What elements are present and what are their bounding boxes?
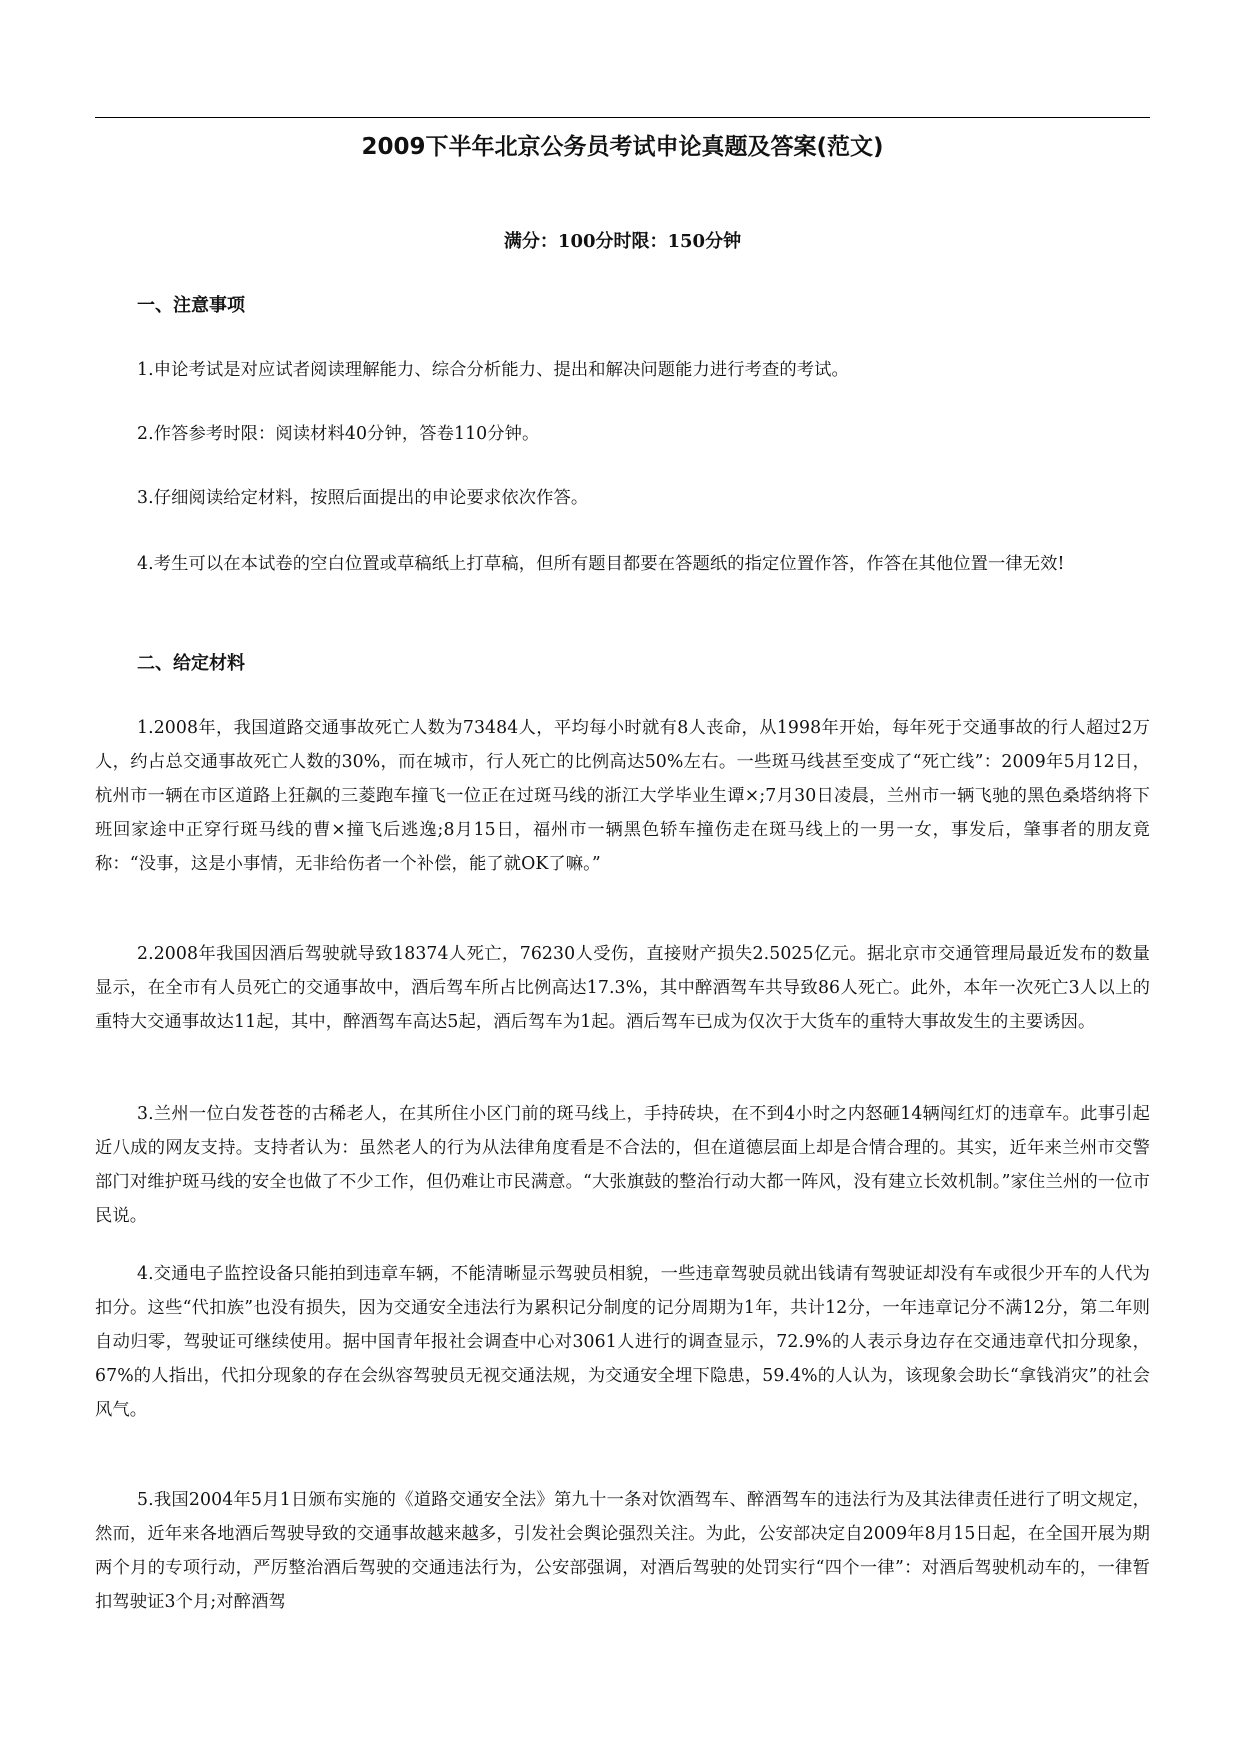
section-heading-notes: 一、注意事项 bbox=[137, 295, 245, 316]
material-paragraph: 1.2008年，我国道路交通事故死亡人数为73484人，平均每小时就有8人丧命，从1998年开始，每年死于交通事故的行人超过2万人，约占总交通事故死亡人数的30%，而在城市，行人死亡的比例高达50%左右。一些斑马线甚至变成了“死亡线”：2009年5月12日，杭州市一辆在市区道路上狂飙的三菱跑车撞飞一位正在过斑马线的浙江大学毕业生谭×;7月30日凌晨，兰州市一辆飞驰的黑色桑塔纳将下班回家途中正穿行斑马线的曹×撞飞后逃逸;8月15日，福州市一辆黑色轿车撞伤走在斑马线上的一男一女，事发后，肇事者的朋友竟称：“没事，这是小事情，无非给伤者一个补偿，能了就OK了嘛。” bbox=[95, 718, 1150, 874]
material-paragraph: 2.2008年我国因酒后驾驶就导致18374人死亡，76230人受伤，直接财产损失2.5025亿元。据北京市交通管理局最近发布的数量显示，在全市有人员死亡的交通事故中，酒后驾车所占比例高达17.3%，其中醉酒驾车共导致86人死亡。此外，本年一次死亡3人以上的重特大交通事故达11起，其中，醉酒驾车高达5起，酒后驾车为1起。酒后驾车已成为仅次于大货车的重特大事故发生的主要诱因。 bbox=[95, 944, 1150, 1032]
notes-paragraph: 3.仔细阅读给定材料，按照后面提出的申论要求依次作答。 bbox=[137, 488, 589, 508]
material-paragraph: 4.交通电子监控设备只能拍到违章车辆，不能清晰显示驾驶员相貌，一些违章驾驶员就出钱请有驾驶证却没有车或很少开车的人代为扣分。这些“代扣族”也没有损失，因为交通安全违法行为累积记分制度的记分周期为1年，共计12分，一年违章记分不满12分，第二年则自动归零，驾驶证可继续使用。据中国青年报社会调查中心对3061人进行的调查显示，72.9%的人表示身边存在交通违章代扣分现象，67%的人指出，代扣分现象的存在会纵容驾驶员无视交通法规，为交通安全埋下隐患，59.4%的人认为，该现象会助长“拿钱消灾”的社会风气。 bbox=[95, 1264, 1150, 1420]
section-heading-materials: 二、给定材料 bbox=[137, 653, 245, 674]
exam-meta: 满分：100分时限：150分钟 bbox=[503, 231, 742, 252]
document-title: 2009下半年北京公务员考试申论真题及答案(范文) bbox=[361, 134, 884, 160]
notes-paragraph: 1.申论考试是对应试者阅读理解能力、综合分析能力、提出和解决问题能力进行考查的考试。 bbox=[137, 360, 849, 380]
material-paragraph: 3.兰州一位白发苍苍的古稀老人，在其所住小区门前的斑马线上，手持砖块，在不到4小时之内怒砸14辆闯红灯的违章车。此事引起近八成的网友支持。支持者认为：虽然老人的行为从法律角度看是不合法的，但在道德层面上却是合情合理的。其实，近年来兰州市交警部门对维护斑马线的安全也做了不少工作，但仍难让市民满意。“大张旗鼓的整治行动大都一阵风，没有建立长效机制。”家住兰州的一位市民说。 bbox=[95, 1104, 1150, 1226]
notes-paragraph: 2.作答参考时限：阅读材料40分钟，答卷110分钟。 bbox=[137, 424, 540, 444]
notes-paragraph: 4.考生可以在本试卷的空白位置或草稿纸上打草稿，但所有题目都要在答题纸的指定位置作答，作答在其他位置一律无效! bbox=[137, 554, 1065, 574]
material-paragraph: 5.我国2004年5月1日颁布实施的《道路交通安全法》第九十一条对饮酒驾车、醉酒驾车的违法行为及其法律责任进行了明文规定，然而，近年来各地酒后驾驶导致的交通事故越来越多，引发社会舆论强烈关注。为此，公安部决定自2009年8月15日起，在全国开展为期两个月的专项行动，严厉整治酒后驾驶的交通违法行为，公安部强调，对酒后驾驶的处罚实行“四个一律”：对酒后驾驶机动车的，一律暂扣驾驶证3个月;对醉酒驾 bbox=[95, 1490, 1150, 1612]
header-rule bbox=[95, 117, 1150, 118]
